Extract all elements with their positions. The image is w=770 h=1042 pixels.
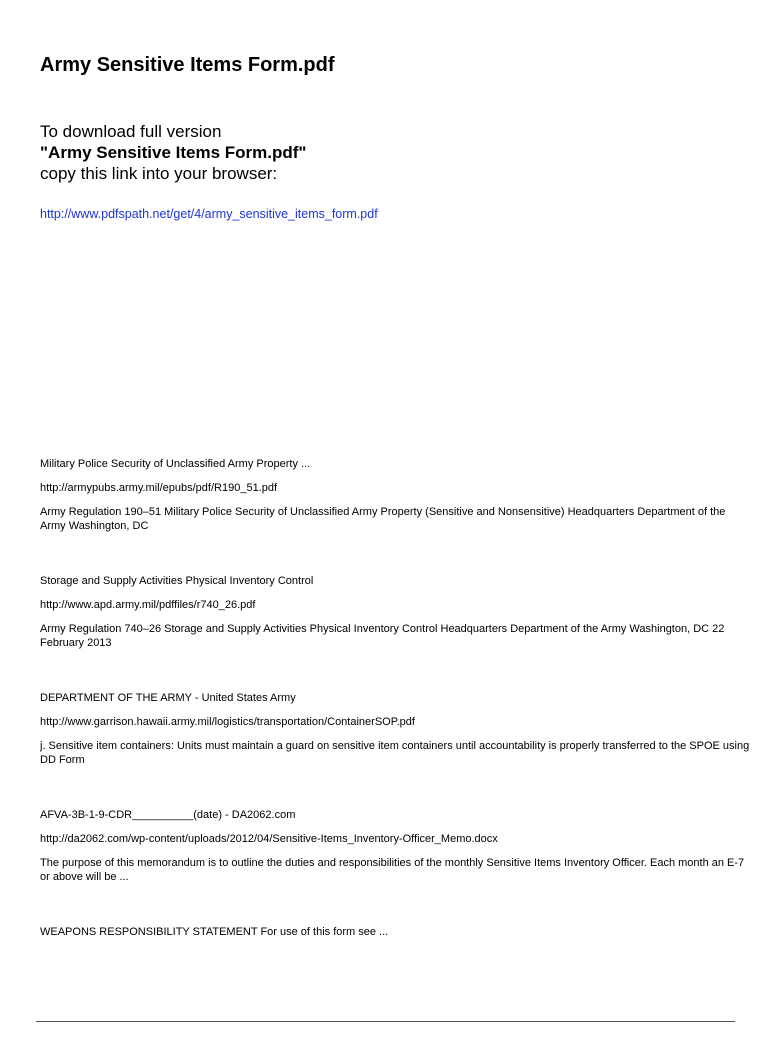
result-item: [40, 457, 752, 574]
download-line-3: copy this link into your browser:: [40, 164, 278, 183]
result-snippet: Army Regulation 740–26 Storage and Supply Activities Physical Inventory Control Headquarters Department of the Army Washington, DC 22 February 2013: [40, 623, 725, 649]
result-item: [40, 808, 752, 925]
result-url: http://www.garrison.hawaii.army.mil/logistics/transportation/ContainerSOP.pdf: [40, 716, 415, 728]
page-title: Army Sensitive Items Form.pdf: [40, 54, 335, 76]
download-instructions: [40, 121, 740, 184]
result-snippet: Army Regulation 190–51 Military Police Security of Unclassified Army Property (Sensitive and Nonsensitive) Headquarters Department of the Army Washington, DC: [40, 506, 726, 532]
result-item: [40, 925, 752, 1042]
result-url: http://armypubs.army.mil/epubs/pdf/R190_51.pdf: [40, 482, 278, 494]
result-url: http://da2062.com/wp-content/uploads/2012/04/Sensitive-Items_Inventory-Officer_Memo.docx: [40, 833, 498, 845]
result-title: Military Police Security of Unclassified Army Property ...: [40, 458, 311, 470]
download-filename: "Army Sensitive Items Form.pdf": [40, 143, 307, 162]
result-title: AFVA-3B-1-9-CDR__________(date) - DA2062.com: [40, 809, 296, 821]
result-snippet: j. Sensitive item containers: Units must maintain a guard on sensitive item containers until accountability is properly transferred to the SPOE using DD Form: [40, 740, 750, 766]
download-link[interactable]: http://www.pdfspath.net/get/4/army_sensitive_items_form.pdf: [40, 207, 378, 221]
result-title: Storage and Supply Activities Physical Inventory Control: [40, 575, 314, 587]
result-item: [40, 574, 752, 691]
result-title: WEAPONS RESPONSIBILITY STATEMENT For use of this form see ...: [40, 926, 389, 938]
result-title: DEPARTMENT OF THE ARMY - United States Army: [40, 692, 296, 704]
footer-divider: [36, 1021, 735, 1022]
search-results-list: [40, 457, 752, 1042]
result-url: http://www.apd.army.mil/pdffiles/r740_26.pdf: [40, 599, 256, 611]
download-line-1: To download full version: [40, 122, 222, 141]
result-snippet: The purpose of this memorandum is to outline the duties and responsibilities of the monthly Sensitive Items Inventory Officer. Each month an E-7 or above will be ...: [40, 857, 745, 883]
result-item: [40, 691, 752, 808]
